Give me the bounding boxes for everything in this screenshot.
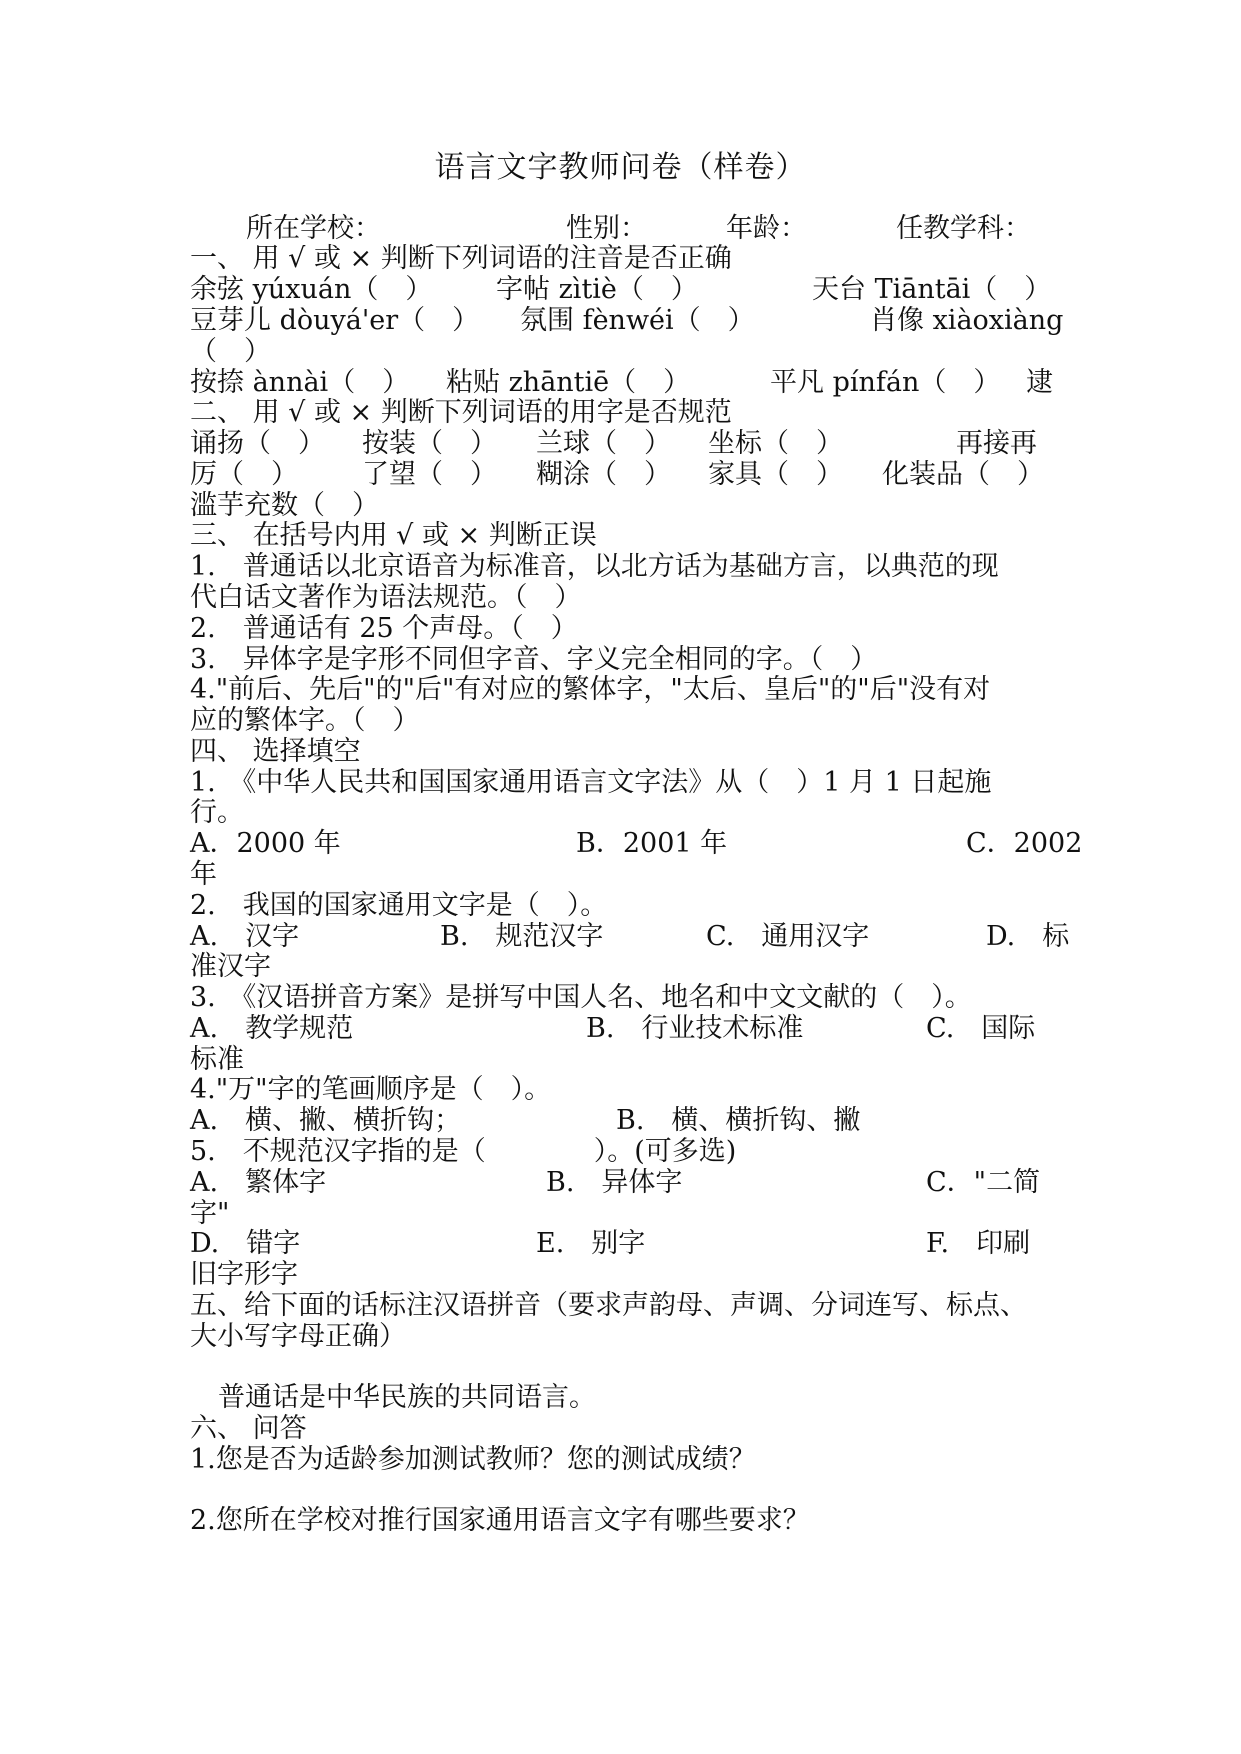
item: 粘贴 zhāntiē（ ） [446,367,691,398]
item: 平凡 pínfán（ ） [770,367,1001,398]
item: 按装（ ） [362,428,497,459]
item: 按捺 ànnài（ ） [190,367,410,398]
section3-q4-line2: 应的繁体字。（ ） [190,705,420,736]
option: C．2002 [966,828,1083,859]
option: B. 横、横折钩、撇 [616,1105,861,1136]
item: 了望（ ） [362,459,497,490]
section4-heading: 四、 选择填空 [190,736,361,767]
option: C. 国际 [926,1013,1036,1044]
option: C．"二简 [926,1167,1041,1198]
section1-heading: 一、 用 √ 或 × 判断下列词语的注音是否正确 [190,243,732,274]
page-title: 语言文字教师问卷（样卷） [434,150,807,185]
section4-q4: 4."万"字的笔画顺序是（ ）。 [190,1074,552,1105]
item: 豆芽儿 dòuyá'er（ ） [190,305,480,336]
option: C. 通用汉字 [706,921,870,952]
item: 余弦 yúxuán（ ） [190,274,433,305]
age-label: 年龄： [726,213,807,244]
option: D. 错字 [190,1228,301,1259]
option: B. 行业技术标准 [586,1013,804,1044]
section6-heading: 六、 问答 [190,1413,307,1444]
item: 兰球（ ） [536,428,671,459]
section2-heading: 二、 用 √ 或 × 判断下列词语的用字是否规范 [190,397,732,428]
gender-label: 性别： [566,213,647,244]
section4-q1-wrap: 年 [190,859,217,890]
section3-q3: 3. 异体字是字形不同但字音、字义完全相同的字。（ ） [190,644,878,675]
section3-heading: 三、 在括号内用 √ 或 × 判断正误 [190,520,597,551]
section2-row3: 滥芋充数（ ） [190,490,379,521]
item: 化装品（ ） [882,459,1044,490]
section3-q1-line1: 1. 普通话以北京语音为标准音，以北方话为基础方言，以典范的现 [190,551,999,582]
item: 厉（ ） [190,459,298,490]
option: B. 规范汉字 [440,921,604,952]
section4-q1-line2: 行。 [190,797,244,828]
subject-label: 任教学科： [896,213,1031,244]
section4-q5-wrap1: 字" [190,1198,230,1229]
option: A. 汉字 [190,921,300,952]
item: 糊涂（ ） [536,459,671,490]
section4-q1-line1: 1. 《中华人民共和国国家通用语言文字法》从（ ）1 月 1 日起施 [190,767,992,798]
item: 肖像 xiàoxiàng [870,305,1064,336]
section3-q1-line2: 代白话文著作为语法规范。（ ） [190,582,582,613]
option: A. 繁体字 [190,1167,327,1198]
section4-q2: 2. 我国的国家通用文字是（ ）。 [190,890,608,921]
section4-q5-wrap2: 旧字形字 [190,1259,298,1290]
option: A. 教学规范 [190,1013,354,1044]
section3-q4-line1: 4."前后、先后"的"后"有对应的繁体字，"太后、皇后"的"后"没有对 [190,674,991,705]
item: 字帖 zìtiè（ ） [496,274,698,305]
item: 坐标（ ） [708,428,843,459]
item: 天台 Tiāntāi（ ） [812,274,1052,305]
section5-heading-line1: 五、给下面的话标注汉语拼音（要求声韵母、声调、分词连写、标点、 [190,1290,1027,1321]
section6-q2: 2.您所在学校对推行国家通用语言文字有哪些要求？ [190,1505,810,1536]
section5-heading-line2: 大小写字母正确） [190,1321,406,1352]
section4-q2-wrap: 准汉字 [190,951,271,982]
option: B. 异体字 [546,1167,683,1198]
option: B．2001 年 [576,828,728,859]
section1-row2-wrap: （ ） [190,336,271,367]
option: D. 标 [986,921,1070,952]
option: A. 横、撇、横折钩； [190,1105,462,1136]
section4-q5: 5. 不规范汉字指的是（ ）。(可多选) [190,1136,737,1167]
section4-q3-wrap: 标准 [190,1044,244,1075]
section5-sentence: 普通话是中华民族的共同语言。 [218,1382,596,1413]
option: F. 印刷 [926,1228,1031,1259]
section3-q2: 2. 普通话有 25 个声母。（ ） [190,613,578,644]
item: 再接再 [956,428,1037,459]
item: 逮 [1026,367,1053,398]
school-label: 所在学校： [246,213,381,244]
item: 家具（ ） [708,459,843,490]
item: 诵扬（ ） [190,428,325,459]
option: A．2000 年 [190,828,341,859]
section6-q1: 1.您是否为适龄参加测试教师？您的测试成绩？ [190,1444,756,1475]
option: E. 别字 [536,1228,646,1259]
item: 氛围 fènwéi（ ） [520,305,755,336]
section4-q3: 3. 《汉语拼音方案》是拼写中国人名、地名和中文文献的（ ）。 [190,982,972,1013]
